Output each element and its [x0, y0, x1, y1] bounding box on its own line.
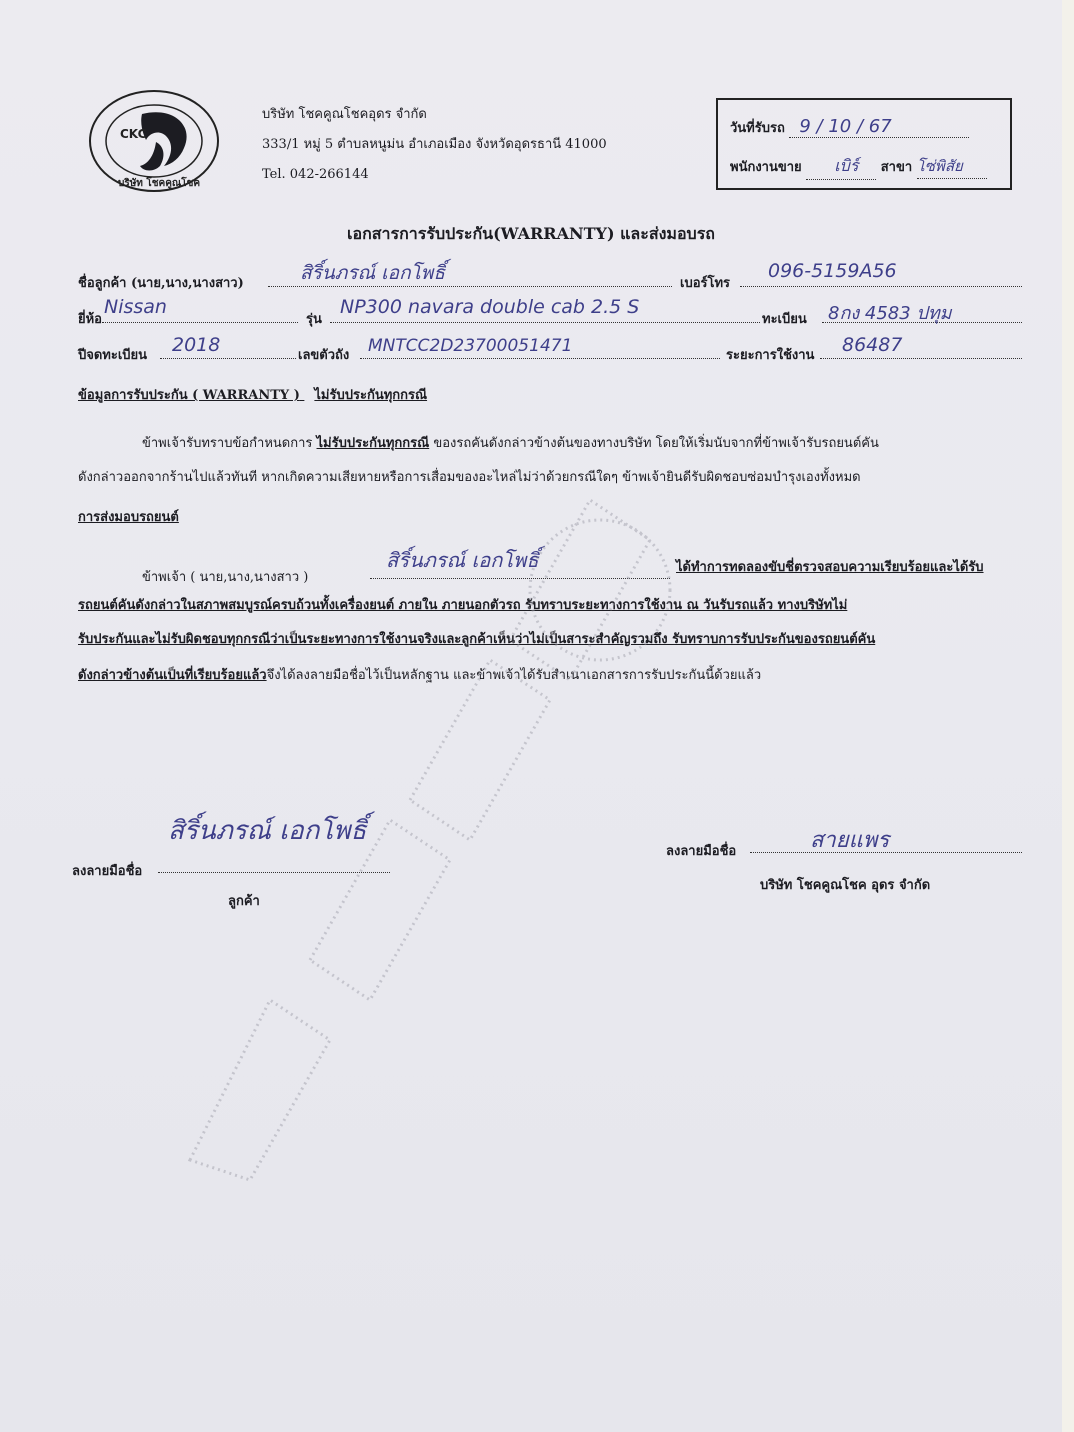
plate-value: 8กง 4583 ปทุม	[828, 303, 952, 324]
receipt-sales-row	[730, 154, 987, 180]
mileage-label: ระยะการใช้งาน	[726, 348, 815, 363]
document-title: เอกสารการรับประกัน(WARRANTY) และส่งมอบรถ	[346, 224, 715, 243]
customer-label: ชื่อลูกค้า (นาย,นาง,นางสาว)	[78, 276, 244, 291]
salesperson-value: เบิร์	[806, 154, 876, 180]
chassis-dotline	[360, 358, 720, 359]
brand-value: Nissan	[104, 296, 167, 318]
warranty-heading-text: ข้อมูลการรับประกัน ( WARRANTY )	[78, 388, 300, 403]
customer-sign-label: ลงลายมือชื่อ	[72, 864, 143, 879]
plate-label: ทะเบียน	[762, 312, 807, 327]
delivery-name-value: สิริ์นภรณ์ เอกโพธิ์	[386, 548, 539, 572]
warranty-para-line2: ดังกล่าวออกจากร้านไปแล้วทันที หากเกิดความเสียหายหรือการเสื่อมของอะไหล่ไม่ว่าด้วยกรณีใดๆ ข้าพเจ้ายินดีรับผิดชอบซ่อมบำรุงเองทั้งหมด	[78, 470, 861, 485]
model-value: NP300 navara double cab 2.5 S	[340, 296, 640, 318]
company-tel: Tel. 042-266144	[262, 167, 369, 182]
branch-value: โซ่พิสัย	[917, 154, 987, 179]
brand-dotline	[102, 322, 298, 323]
phone-label: เบอร์โทร	[680, 276, 731, 291]
logo-ring-text: บริษัท โชคคูณโชค	[118, 178, 201, 189]
receipt-date-label: วันที่รับรถ	[730, 121, 785, 136]
phone-dotline	[740, 286, 1022, 287]
customer-sign-line	[158, 872, 390, 873]
model-dotline	[330, 322, 760, 323]
year-label: ปีจดทะเบียน	[78, 348, 148, 363]
year-dotline	[160, 358, 296, 359]
paper-edge	[1062, 0, 1074, 1432]
delivery-heading: การส่งมอบรถยนต์	[78, 510, 179, 525]
company-address: 333/1 หมู่ 5 ตำบลหนูม่น อำเภอเมือง จังหวัดอุดรธานี 41000	[262, 137, 607, 152]
logo-text: CKC	[120, 127, 147, 141]
warranty-line1-underlined: ไม่รับประกันทุกกรณี	[316, 436, 430, 451]
mileage-dotline	[820, 358, 1022, 359]
receipt-date-value: 9 / 10 / 67	[789, 116, 969, 138]
chassis-value: MNTCC2D23700051471	[368, 336, 573, 356]
company-logo	[84, 86, 224, 196]
receipt-date-row	[730, 116, 969, 138]
phone-value: 096-5159A56	[768, 260, 897, 282]
customer-value: สิริ์นภรณ์ เอกโพธิ์	[300, 262, 445, 284]
branch-label: สาขา	[880, 160, 913, 175]
company-sign-line	[750, 852, 1022, 853]
receipt-box	[716, 98, 1012, 190]
delivery-line2: รถยนต์คันดังกล่าวในสภาพสมบูรณ์ครบถ้วนทั้งเครื่องยนต์ ภายใน ภายนอกตัวรถ รับทราบระยะทางการใช้งาน ณ วันรับรถแล้ว ทางบริษัทไม่	[78, 598, 848, 613]
company-signature: สายแพร	[810, 828, 890, 853]
delivery-line4-underlined: ดังกล่าวข้างต้นเป็นที่เรียบร้อยแล้ว	[78, 668, 267, 683]
warranty-heading	[78, 384, 427, 405]
warranty-line1-a: ข้าพเจ้ารับทราบข้อกำหนดการ	[142, 436, 313, 451]
brand-label: ยี่ห้อ	[78, 312, 102, 327]
delivery-line1-a: ข้าพเจ้า ( นาย,นาง,นางสาว )	[142, 570, 309, 585]
company-name: บริษัท โชคคูณโชคอุดร จำกัด	[262, 107, 427, 122]
model-label: รุ่น	[306, 312, 322, 327]
company-info	[262, 100, 607, 190]
chassis-label: เลขตัวถัง	[298, 348, 350, 363]
customer-role: ลูกค้า	[228, 894, 260, 909]
warranty-heading-note: ไม่รับประกันทุกกรณี	[314, 388, 428, 403]
warranty-line1-b: ของรถคันดังกล่าวข้างต้นของทางบริษัท โดยให้เริ่มนับจากที่ข้าพเจ้ารับรถยนต์คัน	[433, 436, 879, 451]
delivery-line3: รับประกันและไม่รับผิดชอบทุกกรณีว่าเป็นระยะทางการใช้งานจริงและลูกค้าเห็นว่าไม่เป็นสาระสำคัญรวมถึง รับทราบการรับประกันของรถยนต์คัน	[78, 632, 876, 647]
delivery-line1-b: ได้ทำการทดลองขับชี่ตรวจสอบความเรียบร้อยและได้รับ	[676, 560, 984, 575]
customer-signature: สิริ์นภรณ์ เอกโพธิ์	[168, 816, 367, 846]
mileage-value: 86487	[842, 334, 903, 356]
salesperson-label: พนักงานขาย	[730, 160, 802, 175]
company-sign-label: ลงลายมือชื่อ	[666, 844, 737, 859]
delivery-line4-b: จึงได้ลงลายมือชื่อไว้เป็นหลักฐาน และข้าพเจ้าได้รับสำเนาเอกสารการรับประกันนี้ด้วยแล้ว	[266, 668, 762, 683]
year-value: 2018	[172, 334, 221, 356]
company-role: บริษัท โชคคูณโชค อุดร จำกัด	[760, 878, 931, 893]
